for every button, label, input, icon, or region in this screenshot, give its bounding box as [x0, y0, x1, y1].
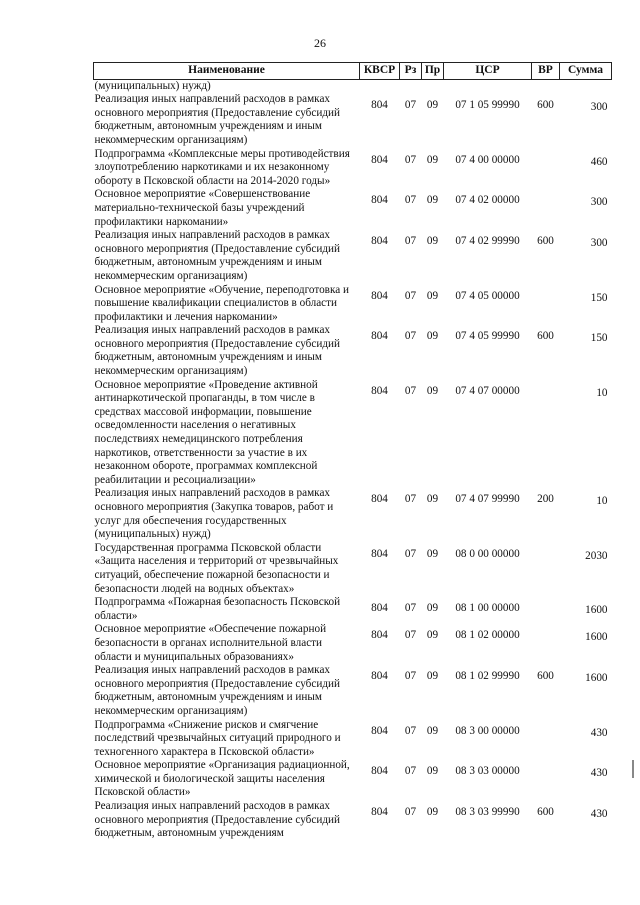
cell-name: Основное мероприятие «Обеспечение пожарной безопасности в органах исполнительной власти области и муниципальных образованиях» [94, 623, 327, 663]
cell-rz: 07 [404, 765, 417, 778]
cell-rz: 07 [404, 153, 417, 166]
cell-name: Подпрограмма «Снижение рисков и смягчение последствий чрезвычайных ситуаций природного и техногенного характера в Псковской области» [94, 718, 341, 758]
cell-pr: 09 [426, 384, 439, 397]
cell-name: Основное мероприятие «Проведение активной антинаркотической пропаганды, в том числе в средствах массовой информации, повышение осведомленности населения о негативных последствиях немедицинского потребления наркотиков, ответственности за участие в их незаконном обороте, программах комплексной реабилитации и ресоциализации» [94, 378, 318, 486]
cell-sum: 1600 [585, 604, 608, 617]
header-name: Наименование [94, 63, 360, 80]
cell-pr: 09 [426, 724, 439, 737]
cell-vr: 600 [537, 330, 554, 343]
cell-kvsr: 804 [371, 153, 388, 166]
header-csr: ЦСР [444, 63, 532, 80]
cell-rz: 07 [404, 235, 417, 248]
cell-rz: 07 [404, 806, 417, 819]
cell-rz: 07 [404, 289, 417, 302]
table-row [94, 324, 612, 378]
cell-name: Реализация иных направлений расходов в рамках основного мероприятия (Предоставление субсидий бюджетным, автономным учреждениям и иным некоммерческим организациям) [94, 229, 340, 282]
table-row [94, 188, 612, 229]
cell-rz: 07 [404, 602, 417, 615]
header-pr: Пр [422, 63, 444, 80]
cell-sum: 10 [596, 495, 608, 508]
cell-kvsr: 804 [371, 493, 388, 506]
cell-vr [532, 188, 560, 229]
cell-kvsr: 804 [371, 330, 388, 343]
cell-sum: 2030 [585, 549, 608, 562]
cell-pr: 09 [426, 547, 439, 560]
cell-csr: 07 4 07 00000 [455, 384, 520, 397]
cell-pr: 09 [426, 670, 439, 683]
cell-sum: 430 [590, 767, 608, 780]
cell-pr: 09 [426, 493, 439, 506]
cell-sum: 460 [590, 155, 608, 168]
cell-csr: 07 4 02 00000 [455, 194, 520, 207]
cell-name: Подпрограмма «Пожарная безопасность Псковской области» [94, 596, 341, 622]
cell-pr: 09 [426, 765, 439, 778]
cell-pr: 09 [426, 99, 439, 112]
cell-csr: 08 3 00 00000 [455, 724, 520, 737]
cell-name: Основное мероприятие «Обучение, переподготовка и повышение квалификации специалистов в области профилактики и лечения наркомании» [94, 283, 349, 323]
cell-csr: 07 4 00 00000 [455, 153, 520, 166]
header-vr: ВР [532, 63, 560, 80]
cell-rz: 07 [404, 99, 417, 112]
cell-kvsr: 804 [371, 765, 388, 778]
cell-sum: 430 [590, 808, 608, 821]
cell-rz [400, 79, 422, 93]
cell-rz: 07 [404, 330, 417, 343]
table-header-row [94, 63, 612, 80]
budget-table [93, 62, 612, 841]
table-row [94, 148, 612, 189]
cell-csr: 07 1 05 99990 [455, 99, 520, 112]
cell-sum: 430 [590, 726, 608, 739]
cell-pr: 09 [426, 330, 439, 343]
cell-vr: 600 [537, 806, 554, 819]
cell-vr [532, 623, 560, 664]
cell-kvsr: 804 [371, 289, 388, 302]
cell-kvsr: 804 [371, 384, 388, 397]
cell-vr [532, 596, 560, 623]
cell-pr: 09 [426, 602, 439, 615]
cell-sum: 1600 [585, 672, 608, 685]
header-kvsr: КВСР [360, 63, 400, 80]
cell-csr: 07 4 07 99990 [455, 493, 520, 506]
cell-csr [444, 79, 532, 93]
cell-vr [532, 542, 560, 596]
cell-vr [532, 379, 560, 488]
cell-name: Реализация иных направлений расходов в рамках основного мероприятия (Предоставление субсидий бюджетным, автономным учреждениям и иным некоммерческим организациям) [94, 324, 340, 378]
cell-pr: 09 [426, 629, 439, 642]
cell-csr: 08 1 02 00000 [455, 629, 520, 642]
cell-kvsr: 804 [371, 806, 388, 819]
cell-rz: 07 [404, 670, 417, 683]
cell-kvsr: 804 [371, 235, 388, 248]
cell-kvsr: 804 [371, 99, 388, 112]
table-row [94, 79, 612, 93]
cell-sum: 150 [590, 291, 608, 304]
cell-vr [532, 719, 560, 760]
cell-vr: 600 [537, 99, 554, 112]
cell-vr [532, 759, 560, 800]
header-rz: Рз [400, 63, 422, 80]
cell-csr: 08 3 03 99990 [455, 806, 520, 819]
binding-mark [632, 760, 634, 778]
cell-csr: 07 4 05 99990 [455, 330, 520, 343]
cell-name: Подпрограмма «Комплексные меры противодействия злоупотреблению наркотиками и их незаконному обороту в Псковской области на 2014-2020 годы» [94, 147, 350, 187]
cell-vr [532, 284, 560, 325]
cell-kvsr [360, 79, 400, 93]
cell-kvsr: 804 [371, 194, 388, 207]
cell-pr [422, 79, 444, 93]
table-row [94, 542, 612, 596]
cell-kvsr: 804 [371, 670, 388, 683]
table-row [94, 379, 612, 488]
cell-pr: 09 [426, 194, 439, 207]
cell-sum: 300 [590, 196, 608, 209]
table-row [94, 487, 612, 541]
table-row [94, 596, 612, 623]
cell-csr: 07 4 02 99990 [455, 235, 520, 248]
table-row [94, 800, 612, 841]
cell-name: Основное мероприятие «Организация радиационной, химической и биологической защиты населения Псковской области» [94, 759, 350, 799]
cell-kvsr: 804 [371, 724, 388, 737]
cell-sum: 300 [590, 101, 608, 114]
cell-rz: 07 [404, 547, 417, 560]
table-row [94, 93, 612, 147]
cell-pr: 09 [426, 235, 439, 248]
table-body [94, 79, 612, 841]
table-row [94, 284, 612, 325]
cell-pr: 09 [426, 153, 439, 166]
table-row [94, 759, 612, 800]
cell-csr: 08 1 02 99990 [455, 670, 520, 683]
table-row [94, 719, 612, 760]
cell-sum: 10 [596, 386, 608, 399]
cell-name: Государственная программа Псковской области «Защита населения и территорий от чрезвычайных ситуаций, обеспечение пожарной безопасности и безопасности людей на водных объектах» [94, 541, 339, 595]
cell-name: Реализация иных направлений расходов в рамках основного мероприятия (Предоставление субсидий бюджетным, автономным учреждениям и иным некоммерческим организациям) [94, 664, 340, 717]
cell-name: Основное мероприятие «Совершенствование материально-технической базы учреждений профилактики наркомании» [94, 188, 311, 228]
cell-rz: 07 [404, 724, 417, 737]
cell-sum: 150 [590, 332, 608, 345]
cell-kvsr: 804 [371, 629, 388, 642]
cell-vr: 600 [537, 670, 554, 683]
cell-vr: 200 [537, 493, 554, 506]
cell-kvsr: 804 [371, 547, 388, 560]
cell-rz: 07 [404, 493, 417, 506]
cell-vr: 600 [537, 235, 554, 248]
table-row [94, 623, 612, 664]
cell-rz: 07 [404, 384, 417, 397]
cell-csr: 08 0 00 00000 [455, 547, 520, 560]
cell-name: (муниципальных) нужд) [94, 79, 211, 92]
cell-vr [532, 79, 560, 93]
cell-sum: 300 [590, 237, 608, 250]
header-sum: Сумма [560, 63, 612, 80]
cell-name: Реализация иных направлений расходов в рамках основного мероприятия (Предоставление субсидий бюджетным, автономным учреждениям и иным некоммерческим организациям) [94, 93, 340, 146]
cell-csr: 08 1 00 00000 [455, 602, 520, 615]
table-row [94, 664, 612, 718]
table-row [94, 229, 612, 283]
cell-name: Реализация иных направлений расходов в рамках основного мероприятия (Закупка товаров, работ и услуг для обеспечения государственных (муниципальных) нужд) [94, 487, 334, 541]
cell-sum [560, 79, 612, 93]
cell-sum: 1600 [585, 631, 608, 644]
cell-rz: 07 [404, 194, 417, 207]
cell-name: Реализация иных направлений расходов в рамках основного мероприятия (Предоставление субсидий бюджетным, автономным учреждениям [94, 800, 340, 840]
cell-pr: 09 [426, 289, 439, 302]
cell-kvsr: 804 [371, 602, 388, 615]
cell-csr: 08 3 03 00000 [455, 765, 520, 778]
cell-pr: 09 [426, 806, 439, 819]
cell-vr [532, 148, 560, 189]
page-number: 26 [314, 36, 326, 50]
cell-csr: 07 4 05 00000 [455, 289, 520, 302]
cell-rz: 07 [404, 629, 417, 642]
